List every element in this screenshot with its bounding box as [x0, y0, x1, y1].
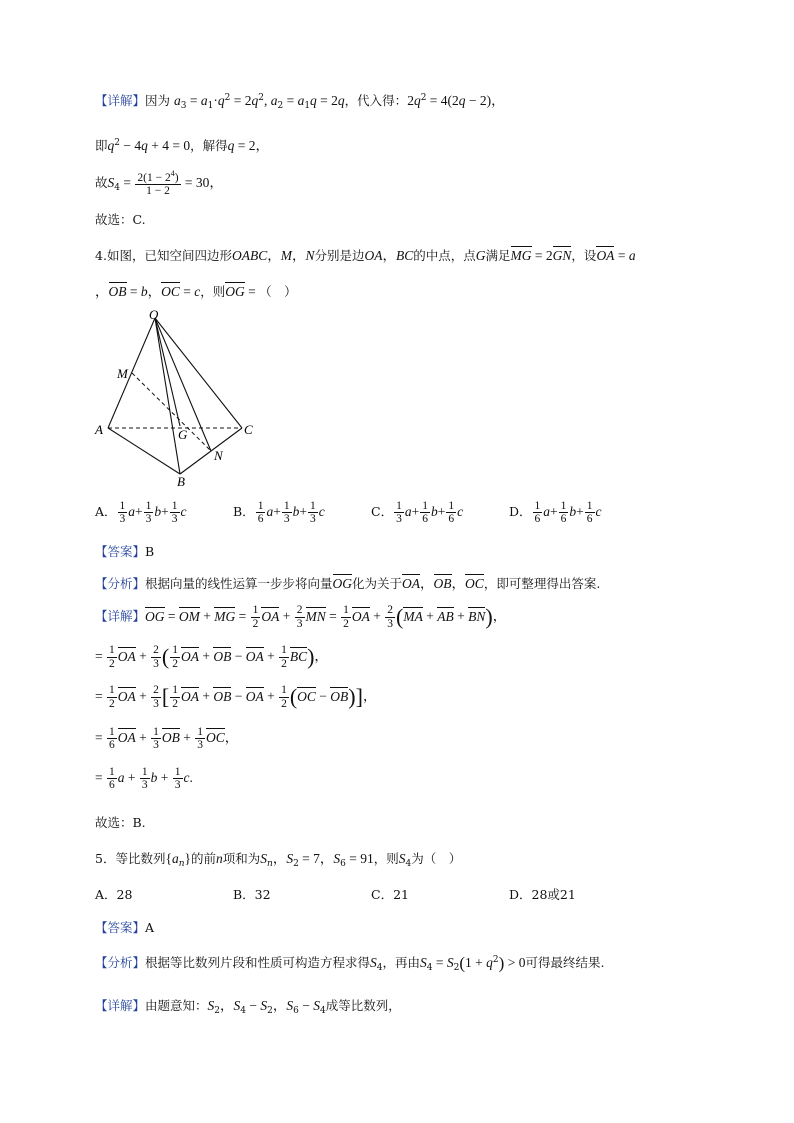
q5-stem: 5．等比数列$\{a_n\}$的前n项和为$S_n$，$S_2 = 7$，$S_6 = 91$，则$S_4$为（ ） — [95, 851, 462, 869]
p3-detail-line2: 即$q^2 - 4q + 4 = 0$，解得q = 2， — [95, 138, 269, 153]
p3-detail-line1: 【详解】因为 $a_3 = a_1\cdot q^2 = 2q^2$, $a_2 = a_1q = 2q$，代入得：$2q^2 = 4(2q - 2)$， — [95, 93, 505, 111]
q4-detail-step2: = $\frac{1}{2}$ OA + $\frac{2}{3}$ ( $\frac{1}{2}$ OA + OB − OA + $\frac{1}{2}$ BC)， — [95, 644, 328, 670]
q5-answer: 【答案】A — [95, 920, 155, 935]
q4-final: 故选：B. — [95, 815, 146, 830]
q5-detail: 【详解】由题意知：$S_2$，$S_4 - S_2$，$S_6 - S_4$成等比数列， — [95, 998, 401, 1016]
q4-option-c[interactable]: C． $\frac{1}{3}$ a+ $\frac{1}{6}$ b+ $\frac{1}{6}$ c — [371, 500, 464, 526]
p3-final: 故选：C. — [95, 212, 146, 227]
tetrahedron-figure — [92, 306, 262, 486]
label-C: C — [244, 422, 253, 437]
q4-options — [95, 500, 647, 525]
q5-option-d[interactable]: D．28或21 — [509, 887, 576, 902]
q5-analysis: 【分析】根据等比数列片段和性质可构造方程求得$S_4$，再由$S_4 = S_2(1 + q^2) > 0$可得最终结果. — [95, 953, 605, 973]
q4-stem-line1: 4.如图，已知空间四边形OABC，M，N分别是边OA，BC的中点，点G满足MG = 2GN，设OA = a — [95, 244, 636, 264]
q4-detail-step4: = $\frac{1}{6}$ OA + $\frac{1}{3}$ OB + $\frac{1}{3}$ OC， — [95, 726, 239, 752]
q4-detail-step3: = $\frac{1}{2}$ OA + $\frac{2}{3}$ [ $\frac{1}{2}$ OA + OB − OA + $\frac{1}{2}$ (OC − OB)]， — [95, 684, 377, 710]
q5-option-b[interactable]: B．32 — [233, 887, 271, 902]
q5-options — [95, 885, 647, 903]
q4-option-d[interactable]: D． $\frac{1}{6}$ a+ $\frac{1}{6}$ b+ $\frac{1}{6}$ c — [509, 500, 602, 526]
q4-option-a[interactable]: A． $\frac{1}{3}$ a+ $\frac{1}{3}$ b+ $\frac{1}{3}$ c — [95, 500, 187, 526]
label-O: O — [149, 307, 159, 322]
label-N: N — [214, 448, 223, 463]
q5-option-c[interactable]: C．21 — [371, 887, 409, 902]
q4-option-b[interactable]: B． $\frac{1}{6}$ a+ $\frac{1}{3}$ b+ $\frac{1}{3}$ c — [233, 500, 325, 526]
q4-analysis: 【分析】根据向量的线性运算一步步将向量OG化为关于OA，OB，OC，即可整理得出答案. — [95, 572, 600, 592]
label-M: M — [117, 366, 128, 381]
q4-detail-step1: 【详解】OG = OM + MG = $\frac{1}{2}$ OA + $\frac{2}{3}$ MN = $\frac{1}{2}$ OA + $\frac{2}{3}$ (MA + AB + BN)， — [95, 604, 507, 630]
q4-detail-step5: = $\frac{1}{6}$ a + $\frac{1}{3}$ b + $\frac{1}{3}$ c. — [95, 766, 193, 792]
label-B: B — [177, 474, 185, 486]
detail-tag: 【详解】 — [95, 93, 146, 108]
q5-option-a[interactable]: A．28 — [95, 887, 133, 902]
label-A: A — [95, 422, 103, 437]
q4-answer: 【答案】B — [95, 544, 155, 559]
label-G: G — [178, 427, 188, 442]
p3-detail-line3: 故$S_4$ = $\frac{2(1 - 2^4)}{1 - 2}$ = 30， — [95, 169, 223, 198]
q4-stem-line2: ，OB = b，OC = c，则OG = （ ） — [95, 280, 297, 300]
